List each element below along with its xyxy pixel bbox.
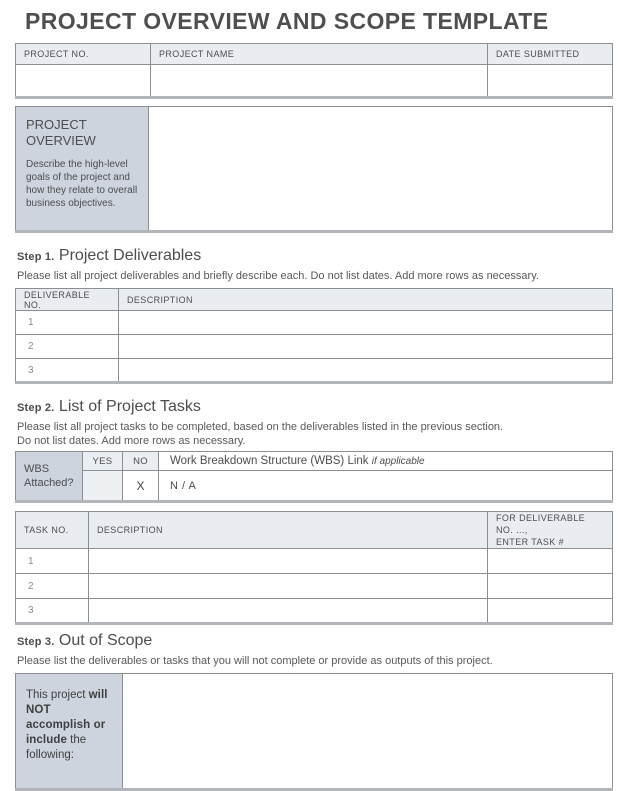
task-row-number: 3 — [16, 599, 89, 624]
task-description-field[interactable] — [89, 574, 488, 599]
step1-instructions: Please list all project deliverables and briefly describe each. Do not list dates. Add more rows as necessary. — [17, 270, 539, 282]
step1-heading — [17, 246, 612, 267]
deliverables-table — [15, 288, 613, 384]
task-deliverable-header — [488, 512, 613, 549]
wbs-yes-field[interactable] — [83, 471, 123, 502]
project-name-field[interactable] — [151, 65, 488, 98]
wbs-attached-table — [15, 451, 613, 503]
deliverable-description-field[interactable] — [119, 311, 613, 335]
deliverable-row — [16, 311, 613, 335]
wbs-no-field[interactable]: X — [123, 471, 159, 502]
deliverable-description-field[interactable] — [119, 359, 613, 383]
task-deliverable-header-line1: FOR DELIVERABLE NO. ..., — [496, 513, 586, 535]
project-overview-instructions: Describe the high-level goals of the project and how they relate to overall business objectives. — [26, 159, 138, 209]
task-deliverable-header-line2: ENTER TASK # — [496, 537, 564, 547]
task-row — [16, 574, 613, 599]
out-of-scope-label-cell — [16, 674, 123, 790]
step2-instructions-line2: Do not list dates. Add more rows as necessary. — [17, 435, 246, 447]
task-deliverable-field[interactable] — [488, 574, 613, 599]
task-description-field[interactable] — [89, 599, 488, 624]
step2-title: List of Project Tasks — [58, 398, 201, 415]
task-deliverable-field[interactable] — [488, 549, 613, 574]
wbs-link-note: if applicable — [371, 456, 425, 467]
wbs-no-header: NO — [123, 452, 159, 471]
task-description-field[interactable] — [89, 549, 488, 574]
deliverable-no-header: DELIVERABLE NO. — [16, 289, 119, 311]
task-no-header: TASK NO. — [16, 512, 89, 549]
deliverable-description-field[interactable] — [119, 335, 613, 359]
step3-title: Out of Scope — [58, 632, 153, 649]
step2-instructions — [17, 420, 612, 448]
task-row-number: 2 — [16, 574, 89, 599]
task-deliverable-field[interactable] — [488, 599, 613, 624]
tasks-table — [15, 511, 613, 625]
step3-heading — [17, 631, 612, 652]
deliverable-row — [16, 335, 613, 359]
step1-label: Step 1. — [17, 251, 55, 263]
step2-heading — [17, 397, 612, 418]
task-row-number: 1 — [16, 549, 89, 574]
deliverable-description-header: DESCRIPTION — [119, 289, 613, 311]
out-of-scope-table — [15, 673, 613, 791]
project-overview-table — [15, 106, 613, 233]
wbs-attached-label: WBS Attached? — [16, 452, 83, 502]
project-no-field[interactable] — [16, 65, 151, 98]
project-info-table — [15, 43, 613, 99]
wbs-yes-header: YES — [83, 452, 123, 471]
page-title: PROJECT OVERVIEW AND SCOPE TEMPLATE — [25, 8, 549, 34]
task-row — [16, 549, 613, 574]
date-submitted-field[interactable] — [488, 65, 613, 98]
wbs-link-header — [159, 452, 613, 471]
wbs-link-label: Work Breakdown Structure (WBS) Link — [170, 455, 369, 467]
project-name-header: PROJECT NAME — [151, 44, 488, 65]
project-no-header: PROJECT NO. — [16, 44, 151, 65]
deliverable-row — [16, 359, 613, 383]
step2-label: Step 2. — [17, 402, 55, 414]
step1-title: Project Deliverables — [58, 247, 202, 264]
task-row — [16, 599, 613, 624]
deliverable-row-number: 2 — [16, 335, 119, 359]
deliverable-row-number: 1 — [16, 311, 119, 335]
step3-label: Step 3. — [17, 636, 55, 648]
project-overview-field[interactable] — [149, 107, 613, 232]
out-of-scope-field[interactable] — [123, 674, 613, 790]
date-submitted-header: DATE SUBMITTED — [488, 44, 613, 65]
scope-label-bold: will NOT accomplish or include — [26, 689, 108, 746]
document-page — [0, 8, 630, 791]
wbs-link-field[interactable]: N / A — [159, 471, 613, 502]
deliverable-row-number: 3 — [16, 359, 119, 383]
step3-instructions: Please list the deliverables or tasks that you will not complete or provide as outputs of this project. — [17, 655, 493, 667]
project-overview-label-cell — [16, 107, 149, 232]
project-overview-heading: PROJECT OVERVIEW — [26, 117, 96, 148]
scope-label-start: This project — [26, 689, 86, 701]
task-description-header: DESCRIPTION — [89, 512, 488, 549]
scope-label-end: the following: — [26, 734, 87, 761]
step2-instructions-line1: Please list all project tasks to be completed, based on the deliverables listed in the previous section. — [17, 421, 504, 433]
